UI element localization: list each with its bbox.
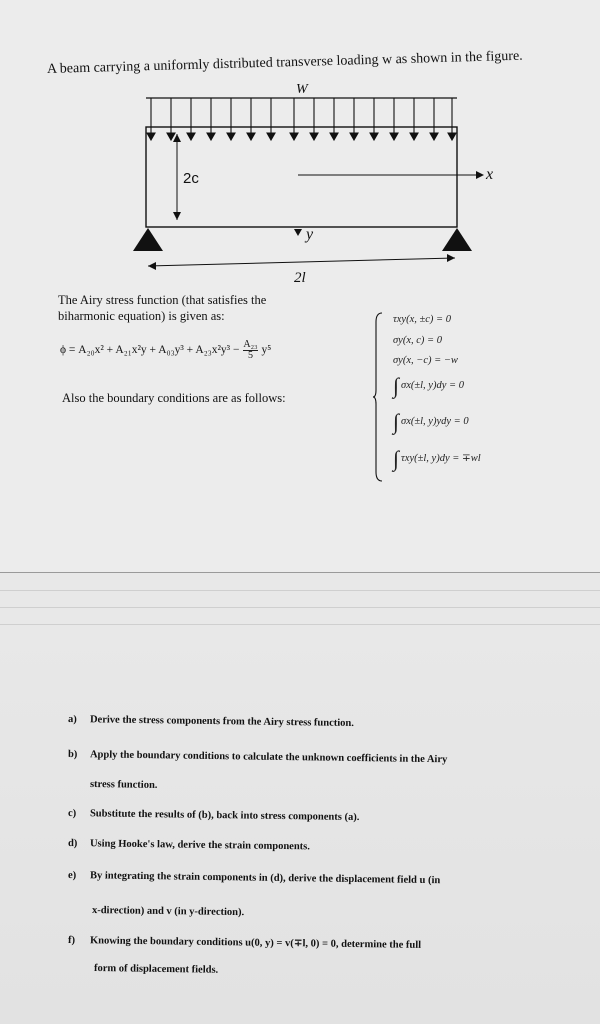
question-c <box>68 808 360 823</box>
question-f-cont: form of displacement fields. <box>93 963 219 976</box>
question-text: Knowing the boundary conditions u(0, y) = v(∓l, 0) = 0, determine the full <box>89 935 422 951</box>
bc-6 <box>393 445 481 471</box>
question-e <box>68 870 440 886</box>
bc-brace <box>373 312 383 482</box>
bc-3: σy(x, −c) = −w <box>393 355 458 366</box>
question-text: Apply the boundary conditions to calculate the unknown coefficients in the Airy <box>89 749 448 766</box>
divider-line <box>0 607 600 608</box>
airy-intro-line2: biharmonic equation) is given as: <box>58 309 225 323</box>
question-tag: f) <box>67 935 76 947</box>
bc-intro: Also the boundary conditions are as follows: <box>62 391 286 405</box>
length-label: 2l <box>294 270 306 286</box>
x-axis <box>298 171 484 179</box>
question-tag: e) <box>67 870 77 882</box>
integral-icon: ∫ <box>393 408 400 434</box>
question-tag: c) <box>67 808 77 820</box>
integral-icon: ∫ <box>393 445 400 471</box>
length-dimension <box>148 254 455 270</box>
left-support-icon <box>133 228 163 251</box>
question-tag: b) <box>67 749 78 761</box>
x-axis-label: x <box>486 166 494 183</box>
question-b-cont: stress function. <box>89 779 158 791</box>
question-text: Derive the stress components from the Airy stress function. <box>89 714 354 729</box>
question-b <box>68 749 447 765</box>
divider-line <box>0 624 600 625</box>
load-label: W <box>296 82 308 97</box>
bc-1: τxy(x, ±c) = 0 <box>393 314 451 325</box>
right-support-icon <box>442 228 472 251</box>
question-d <box>68 838 310 852</box>
question-text: Using Hooke's law, derive the strain components. <box>89 838 310 853</box>
airy-intro-line1: The Airy stress function (that satisfies the <box>58 293 267 307</box>
y-axis <box>294 229 302 236</box>
y-axis-label: y <box>306 226 314 243</box>
bc-5 <box>393 408 469 434</box>
divider-line <box>0 590 600 591</box>
airy-function-equation <box>60 340 271 361</box>
beam-figure <box>0 0 600 300</box>
bc-5-text: σx(±l, y)ydy = 0 <box>401 416 469 427</box>
question-tag: a) <box>67 714 77 726</box>
page-divider <box>0 572 600 573</box>
question-e-cont: x-direction) and v (in y-direction). <box>91 905 245 919</box>
airy-intro <box>58 292 266 324</box>
bc-4 <box>393 372 464 398</box>
phi-frac-num: A₂₃ <box>243 339 258 350</box>
phi-fraction <box>243 340 257 361</box>
phi-tail: y⁵ <box>261 344 272 357</box>
question-f <box>68 934 421 951</box>
question-text: Substitute the results of (b), back into stress components (a). <box>89 808 360 824</box>
height-label: 2c <box>183 170 199 187</box>
question-text: By integrating the strain components in (d), derive the displacement field u (in <box>89 870 441 887</box>
question-a <box>68 714 354 729</box>
phi-lead: ϕ = A₂₀x² + A₂₁x²y + A₀₃y³ + A₂₃x²y³ − <box>60 344 240 357</box>
bc-4-text: σx(±l, y)dy = 0 <box>401 380 464 391</box>
load-arrows <box>147 98 456 140</box>
bc-6-text: τxy(±l, y)dy = ∓wl <box>401 453 481 464</box>
question-tag: d) <box>67 838 78 850</box>
height-dimension <box>173 134 181 220</box>
problem-intro: A beam carrying a uniformly distributed transverse loading w as shown in the figure. <box>46 48 523 77</box>
integral-icon: ∫ <box>393 372 400 398</box>
bc-2: σy(x, c) = 0 <box>393 335 442 346</box>
phi-frac-den: 5 <box>243 350 257 361</box>
